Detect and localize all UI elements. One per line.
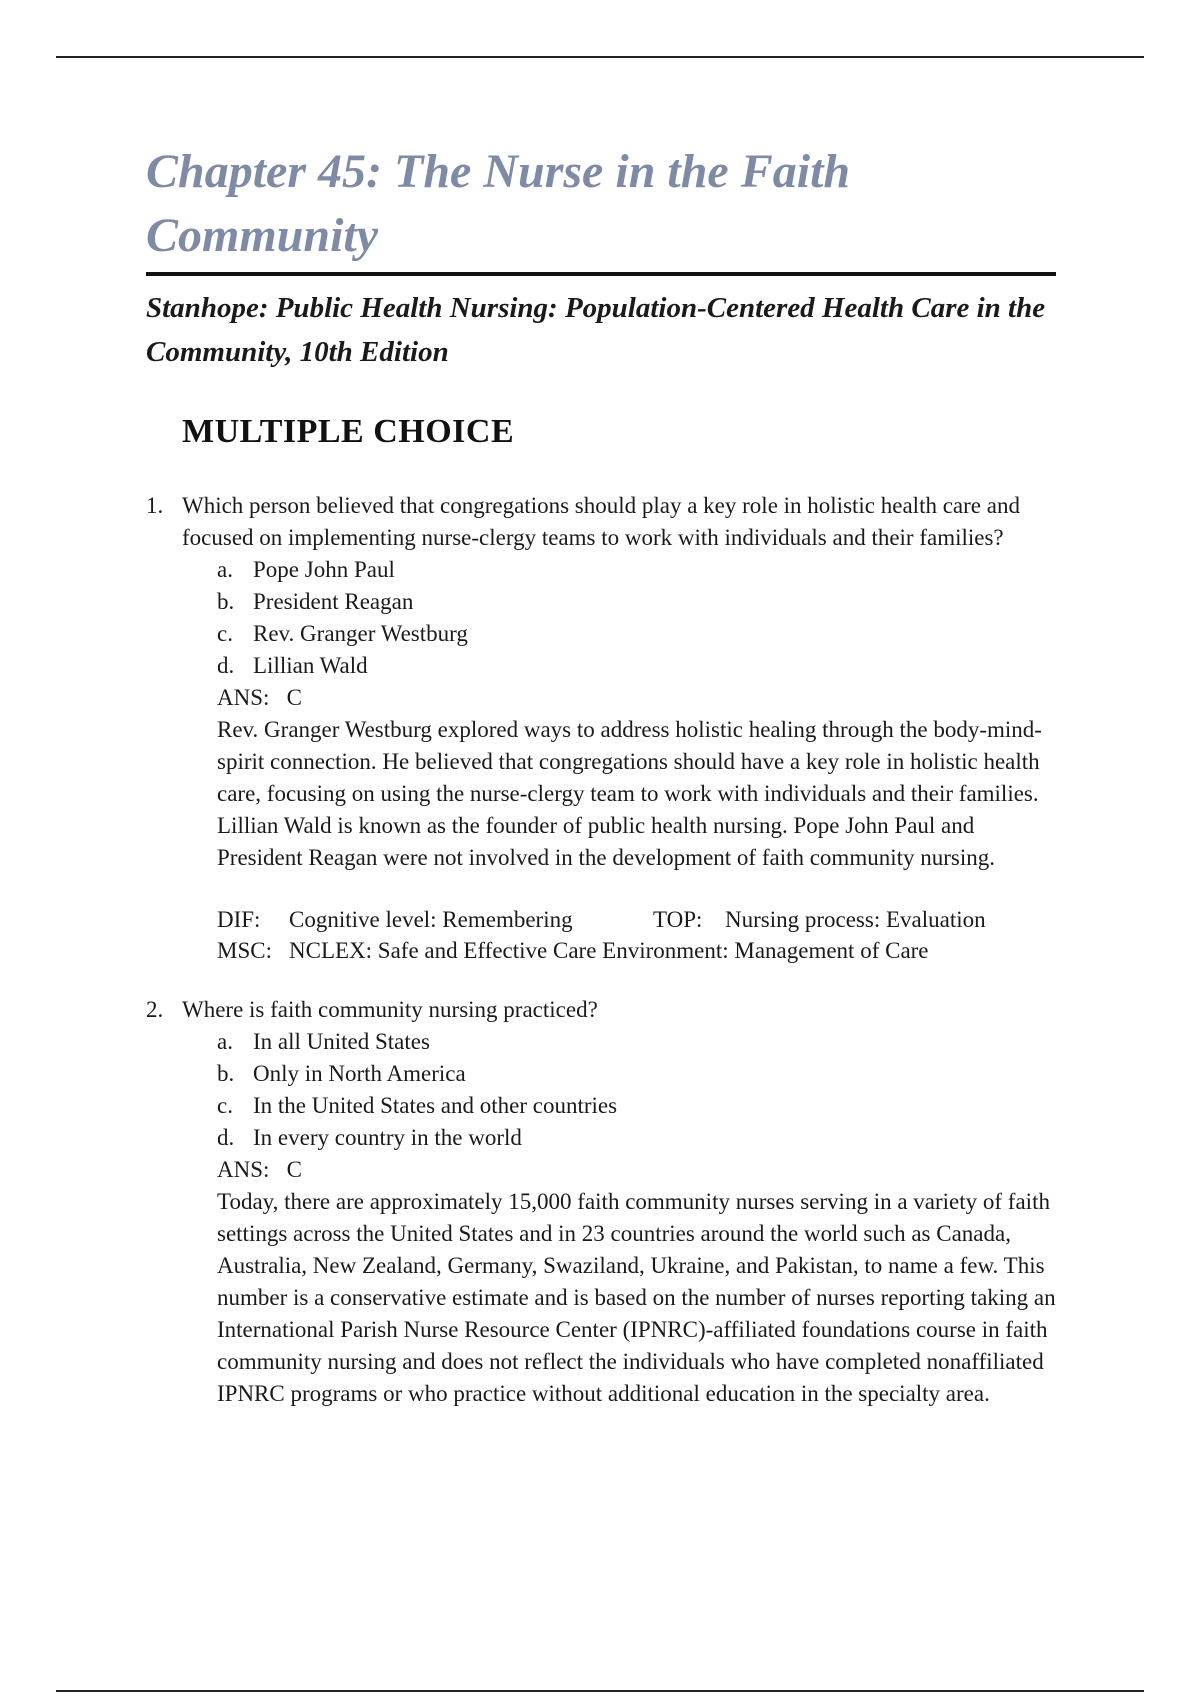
option-a — [217, 554, 1056, 586]
option-text: President Reagan — [253, 589, 414, 614]
question-metadata — [217, 904, 1056, 966]
answer-options — [217, 1026, 1056, 1154]
question-2 — [146, 994, 1056, 1410]
option-letter: b. — [217, 589, 235, 614]
dif-label: DIF: — [217, 907, 261, 932]
question-number: 2. — [146, 997, 164, 1022]
option-text: In every country in the world — [253, 1125, 522, 1150]
question-text: Which person believed that congregations should play a key role in holistic health care and focused on implementing nurse-clergy teams to work with individuals and their families? — [182, 493, 1020, 550]
answer-key: ANS: C — [217, 685, 302, 710]
option-letter: d. — [217, 1125, 235, 1150]
msc-label: MSC: — [217, 938, 272, 963]
book-title: Stanhope: Public Health Nursing: Population-Centered Health Care in the Community, 10th Edition — [146, 292, 1046, 368]
option-c — [217, 618, 1056, 650]
dif-top-row — [217, 904, 1056, 935]
option-b — [217, 586, 1056, 618]
option-letter: c. — [217, 621, 233, 646]
answer-key: ANS: C — [217, 1157, 302, 1182]
document-page — [146, 140, 1056, 1410]
title-underline — [146, 272, 1056, 276]
top-label: TOP: — [653, 907, 703, 932]
option-text: Pope John Paul — [253, 557, 395, 582]
top-value: Nursing process: Evaluation — [725, 907, 986, 932]
msc-row — [217, 935, 1056, 966]
option-text: Rev. Granger Westburg — [253, 621, 468, 646]
option-letter: a. — [217, 557, 233, 582]
option-letter: d. — [217, 653, 235, 678]
option-text: In all United States — [253, 1029, 430, 1054]
option-d — [217, 1122, 1056, 1154]
rationale: Rev. Granger Westburg explored ways to address holistic healing through the body-mind-spirit connection. He believed that congregations should have a key role in holistic health care, focusing on using the nurse-clergy team to work with individuals and their families. Lillian Wald is known as the founder of public health nursing. Pope John Paul and President Reagan were not involved in the development of faith community nursing. — [217, 717, 1042, 870]
option-text: Only in North America — [253, 1061, 466, 1086]
section-heading: MULTIPLE CHOICE — [182, 413, 515, 450]
option-letter: b. — [217, 1061, 235, 1086]
option-text: Lillian Wald — [253, 653, 368, 678]
answer-options — [217, 554, 1056, 682]
question-text: Where is faith community nursing practiced? — [182, 997, 598, 1022]
option-text: In the United States and other countries — [253, 1093, 618, 1118]
chapter-title: Chapter 45: The Nurse in the Faith Community — [146, 145, 851, 262]
rationale: Today, there are approximately 15,000 faith community nurses serving in a variety of faith settings across the United States and in 23 countries around the world such as Canada, Australia, New Zealand, Germany, Swaziland, Ukraine, and Pakistan, to name a few. This number is a conservative estimate and is based on the number of nurses reporting taking an International Parish Nurse Resource Center (IPNRC)-affiliated foundations course in faith community nursing and does not reflect the individuals who have completed nonaffiliated IPNRC programs or who practice without additional education in the specialty area. — [217, 1189, 1056, 1406]
option-letter: c. — [217, 1093, 233, 1118]
msc-value: NCLEX: Safe and Effective Care Environment: Management of Care — [289, 938, 929, 963]
question-number: 1. — [146, 493, 164, 518]
option-a — [217, 1026, 1056, 1058]
bottom-rule — [56, 1690, 1144, 1692]
option-letter: a. — [217, 1029, 233, 1054]
option-c — [217, 1090, 1056, 1122]
question-1 — [146, 490, 1056, 966]
option-d — [217, 650, 1056, 682]
top-rule — [56, 56, 1144, 58]
option-b — [217, 1058, 1056, 1090]
dif-value: Cognitive level: Remembering — [289, 907, 573, 932]
